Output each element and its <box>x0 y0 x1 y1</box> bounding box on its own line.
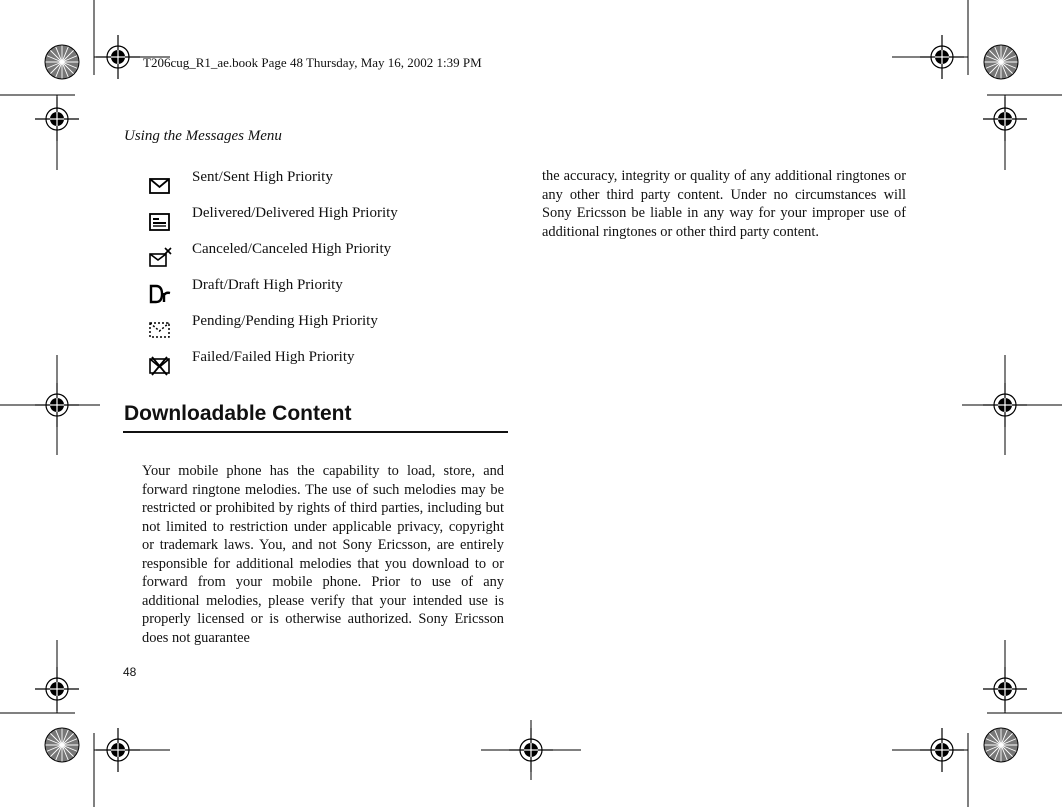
status-row-delivered <box>148 203 508 239</box>
message-status-list <box>148 167 508 383</box>
status-label: Sent/Sent High Priority <box>192 169 333 185</box>
print-slug: T206cug_R1_ae.book Page 48 Thursday, May 16, 2002 1:39 PM <box>143 55 482 70</box>
body-paragraph-right: the accuracy, integrity or quality of any additional ringtones or any other third party content. Under no circumstances will Sony Ericsson be liable in any way for your improper use of additional ringtones or other third party content. <box>542 168 906 240</box>
section-rule <box>123 431 508 433</box>
draft-icon <box>148 283 172 305</box>
delivered-envelope-icon <box>148 211 172 233</box>
status-label: Pending/Pending High Priority <box>192 313 378 329</box>
status-label: Failed/Failed High Priority <box>192 349 355 365</box>
status-label: Canceled/Canceled High Priority <box>192 241 392 257</box>
status-row-draft <box>148 275 508 311</box>
running-head: Using the Messages Menu <box>124 128 282 144</box>
failed-envelope-icon <box>148 355 172 377</box>
status-row-sent <box>148 167 508 203</box>
canceled-envelope-icon <box>148 247 172 269</box>
status-label: Delivered/Delivered High Priority <box>192 205 398 221</box>
status-row-failed <box>148 347 508 383</box>
status-label: Draft/Draft High Priority <box>192 277 343 293</box>
body-paragraph-left: Your mobile phone has the capability to load, store, and forward ringtone melodies. The use of such melodies may be restricted or prohibited by rights of third parties, including but not limited to restriction under applicable privacy, copyright or trademark laws. You, and not Sony Ericsson, are entirely responsible for additional melodies that you download to or forward from your mobile phone. Prior to use of any additional melodies, please verify that your intended use is properly licensed or is otherwise authorized. Sony Ericsson does not guarantee <box>142 463 504 646</box>
status-row-pending <box>148 311 508 347</box>
pending-envelope-icon <box>148 319 172 341</box>
section-title: Downloadable Content <box>124 402 352 425</box>
sent-envelope-icon <box>148 175 172 197</box>
status-row-canceled <box>148 239 508 275</box>
page-number: 48 <box>123 665 137 679</box>
